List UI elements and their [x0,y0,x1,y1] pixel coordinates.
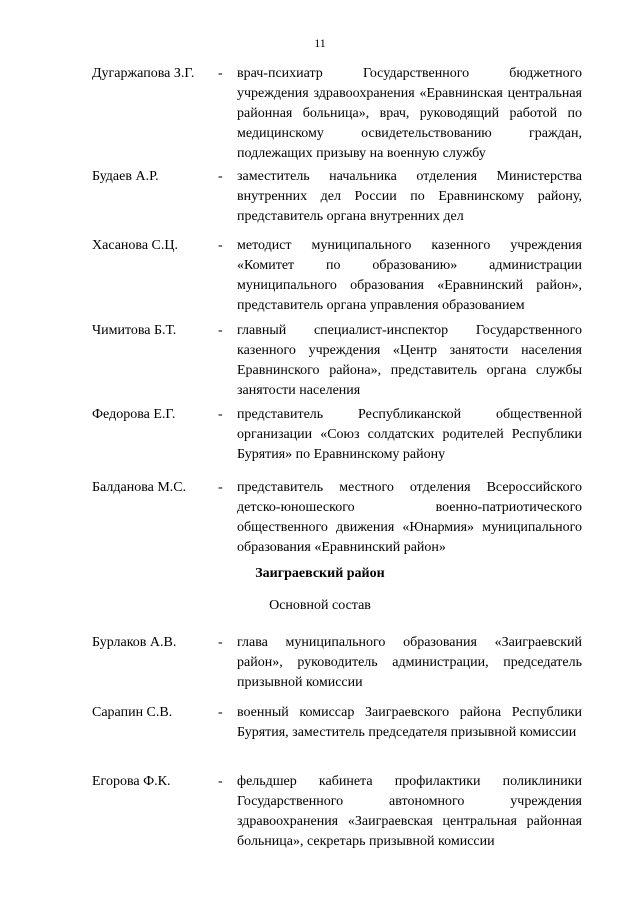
member-entry [92,703,582,743]
member-description: представитель Республиканской общественной организации «Союз солдатских родителей Республики Бурятия» по Еравнинскому району [237,407,582,462]
member-name: Федорова Е.Г. [92,407,176,422]
member-entry [92,633,582,693]
member-name: Бурлаков А.В. [92,635,177,650]
member-dash: - [218,238,223,253]
member-description: методист муниципального казенного учреждения «Комитет по образованию» администрации муниципального образования «Еравнинский район», представитель органа управления образованием [237,238,582,313]
page-number: 11 [314,36,326,50]
member-name: Чимитова Б.Т. [92,323,177,338]
member-name: Сарапин С.В. [92,705,173,720]
member-entry [92,167,582,227]
member-dash: - [218,635,223,650]
member-dash: - [218,407,223,422]
member-entry [92,236,582,316]
member-description: представитель местного отделения Всероссийского детско-юношеского военно-патриотического общественного движения «Юнармия» муниципального образования «Еравнинский район» [237,480,582,555]
section-heading: Заиграевский район [255,566,385,581]
member-dash: - [218,705,223,720]
member-dash: - [218,480,223,495]
member-name: Дугаржапова З.Г. [92,66,195,81]
member-entry [92,64,582,164]
member-description: врач-психиатр Государственного бюджетного учреждения здравоохранения «Еравнинская центральная районная больница», врач, руководящий работой по медицинскому освидетельствованию граждан, подлежащих призыву на военную службу [237,66,582,161]
member-entry [92,321,582,401]
member-name: Балданова М.С. [92,480,187,495]
member-description: фельдшер кабинета профилактики поликлиники Государственного автономного учреждения здравоохранения «Заиграевская центральная районная больница», секретарь призывной комиссии [237,774,582,849]
member-entry [92,478,582,558]
member-dash: - [218,169,223,184]
member-entry [92,772,582,852]
member-dash: - [218,323,223,338]
section-subheading: Основной состав [269,598,371,613]
member-description: глава муниципального образования «Заиграевский район», руководитель администрации, председатель призывной комиссии [237,635,582,690]
member-dash: - [218,774,223,789]
member-name: Хасанова С.Ц. [92,238,179,253]
member-name: Будаев А.Р. [92,169,159,184]
member-description: главный специалист-инспектор Государственного казенного учреждения «Центр занятости населения Еравнинского района», представитель органа службы занятости населения [237,323,582,398]
member-description: заместитель начальника отделения Министерства внутренних дел России по Еравнинскому району, представитель органа внутренних дел [237,169,582,224]
member-entry [92,405,582,465]
member-description: военный комиссар Заиграевского района Республики Бурятия, заместитель председателя призывной комиссии [237,705,582,740]
member-dash: - [218,66,223,81]
member-name: Егорова Ф.К. [92,774,171,789]
